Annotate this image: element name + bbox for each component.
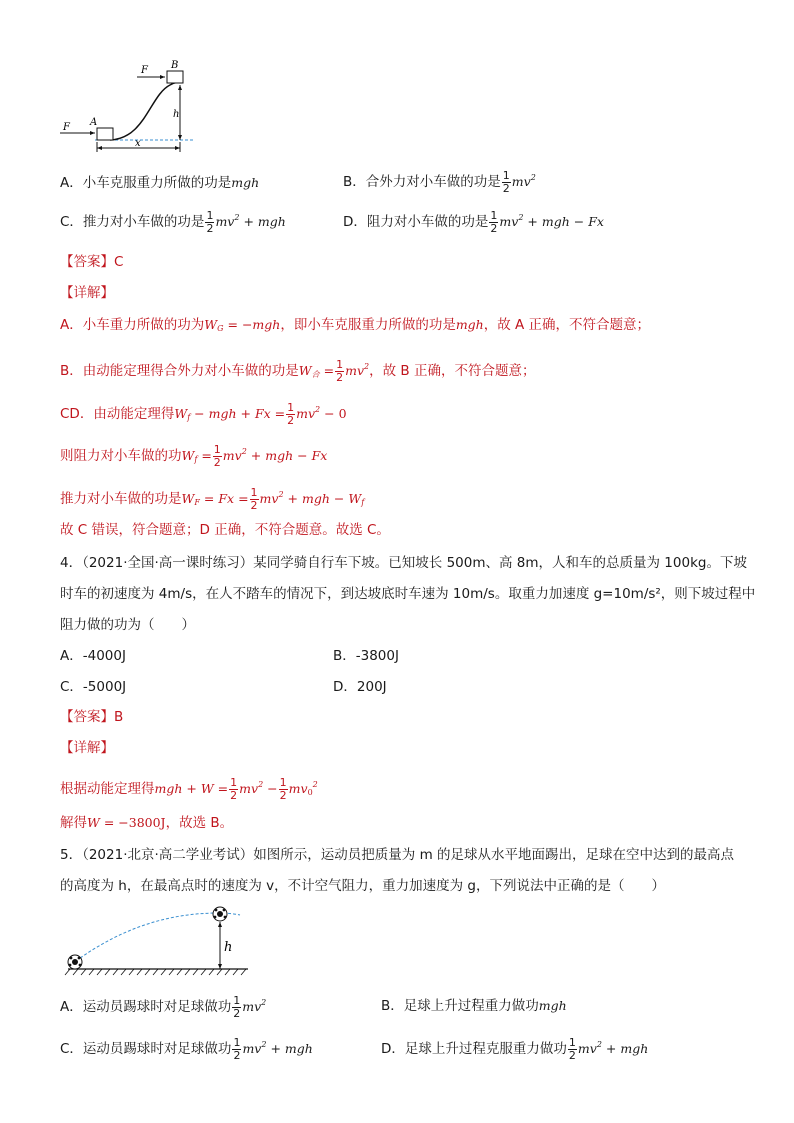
q3-option-b: B．合外力对小车做的功是 $\frac{1}{2}$ $mv^2$ (343, 168, 536, 195)
label-A: A (90, 117, 98, 128)
q4-option-d: D．200J (333, 679, 387, 695)
q3-explain-b: B．由动能定理得合外力对小车做的功是$W_合$ = $\frac{1}{2}$ $mv^2$，故 B 正确，不符合题意； (60, 357, 536, 384)
q3-explain-a: A．小车重力所做的功为$W_G = -mgh$，即小车克服重力所做的功是mgh，故 A 正确，不符合题意； (60, 317, 651, 333)
incline-figure (55, 55, 200, 155)
q3-conclusion: 故 C 错误，符合题意；D 正确，不符合题意。故选 C。 (60, 522, 390, 538)
q4-stem-line-2: 时车的初速度为 4m/s，在人不踏车的情况下，到达坡底时车速为 10m/s。取重力加速度 g=10m/s²，则下坡过程中 (60, 586, 756, 602)
q4-option-a: A．-4000J (60, 648, 126, 664)
label-h-football: h (224, 940, 233, 955)
q4-stem-line-3: 阻力做的功为（ ） (60, 617, 195, 633)
q4-explain: 根据动能定理得mgh + W = $\frac{1}{2}$ $mv^2$ − $\frac{1}{2}$ $mv_0^2$ (60, 775, 318, 802)
q4-option-b: B．-3800J (333, 648, 399, 664)
q5-option-d: D．足球上升过程克服重力做功 $\frac{1}{2}$ $mv^2$ + mgh (381, 1035, 649, 1062)
label-B: B (171, 60, 179, 71)
ball-top-icon (213, 907, 227, 921)
q3-option-a: A．小车克服重力所做的功是mgh (60, 175, 260, 191)
ball-ground-icon (68, 955, 82, 969)
q3-option-d: D．阻力对小车做的功是 $\frac{1}{2}$ $mv^2$ + mgh − Fx (343, 208, 604, 235)
football-figure (62, 903, 252, 981)
q5-stem-line-1: 5．（2021·北京·高二学业考试）如图所示，运动员把质量为 m 的足球从水平地面踢出，足球在空中达到的最高点 (60, 847, 735, 863)
q4-solution: 解得W = −3800J，故选 B。 (60, 815, 234, 831)
q5-option-b: B．足球上升过程重力做功mgh (381, 998, 567, 1014)
q3-explain-push: 推力对小车做的功是$W_F = Fx$ = $\frac{1}{2}$ $mv^2$ + mgh − $W_f$ (60, 485, 365, 512)
label-F-bottom: F (63, 122, 70, 133)
q3-option-c: C．推力对小车做的功是 $\frac{1}{2}$ $mv^2$ + mgh (60, 208, 286, 235)
q5-option-c: C．运动员踢球时对足球做功 $\frac{1}{2}$ $mv^2$ + mgh (60, 1035, 313, 1062)
q3-answer: 【答案】C (60, 254, 124, 270)
q3-detail-heading: 【详解】 (60, 285, 114, 301)
label-h: h (173, 109, 180, 120)
q5-option-a: A．运动员踢球时对足球做功 $\frac{1}{2}$ $mv^2$ (60, 993, 267, 1020)
q3-explain-friction: 则阻力对小车做的功$W_f$ = $\frac{1}{2}$ $mv^2$ + mgh − Fx (60, 442, 328, 469)
label-F-top: F (141, 65, 148, 76)
q4-detail-heading: 【详解】 (60, 740, 114, 756)
q4-stem-line-1: 4．（2021·全国·高一课时练习）某同学骑自行车下坡。已知坡长 500m、高 8m，人和车的总质量为 100kg。下坡 (60, 555, 747, 571)
q3-explain-cd: CD．由动能定理得$W_f$ − mgh + Fx = $\frac{1}{2}$ $mv^2 - 0$ (60, 400, 347, 427)
q4-answer: 【答案】B (60, 709, 124, 725)
q5-stem-line-2: 的高度为 h，在最高点时的速度为 v，不计空气阻力，重力加速度为 g，下列说法中正确的是（ ） (60, 878, 665, 894)
label-x: x (135, 138, 141, 149)
q4-option-c: C．-5000J (60, 679, 127, 695)
